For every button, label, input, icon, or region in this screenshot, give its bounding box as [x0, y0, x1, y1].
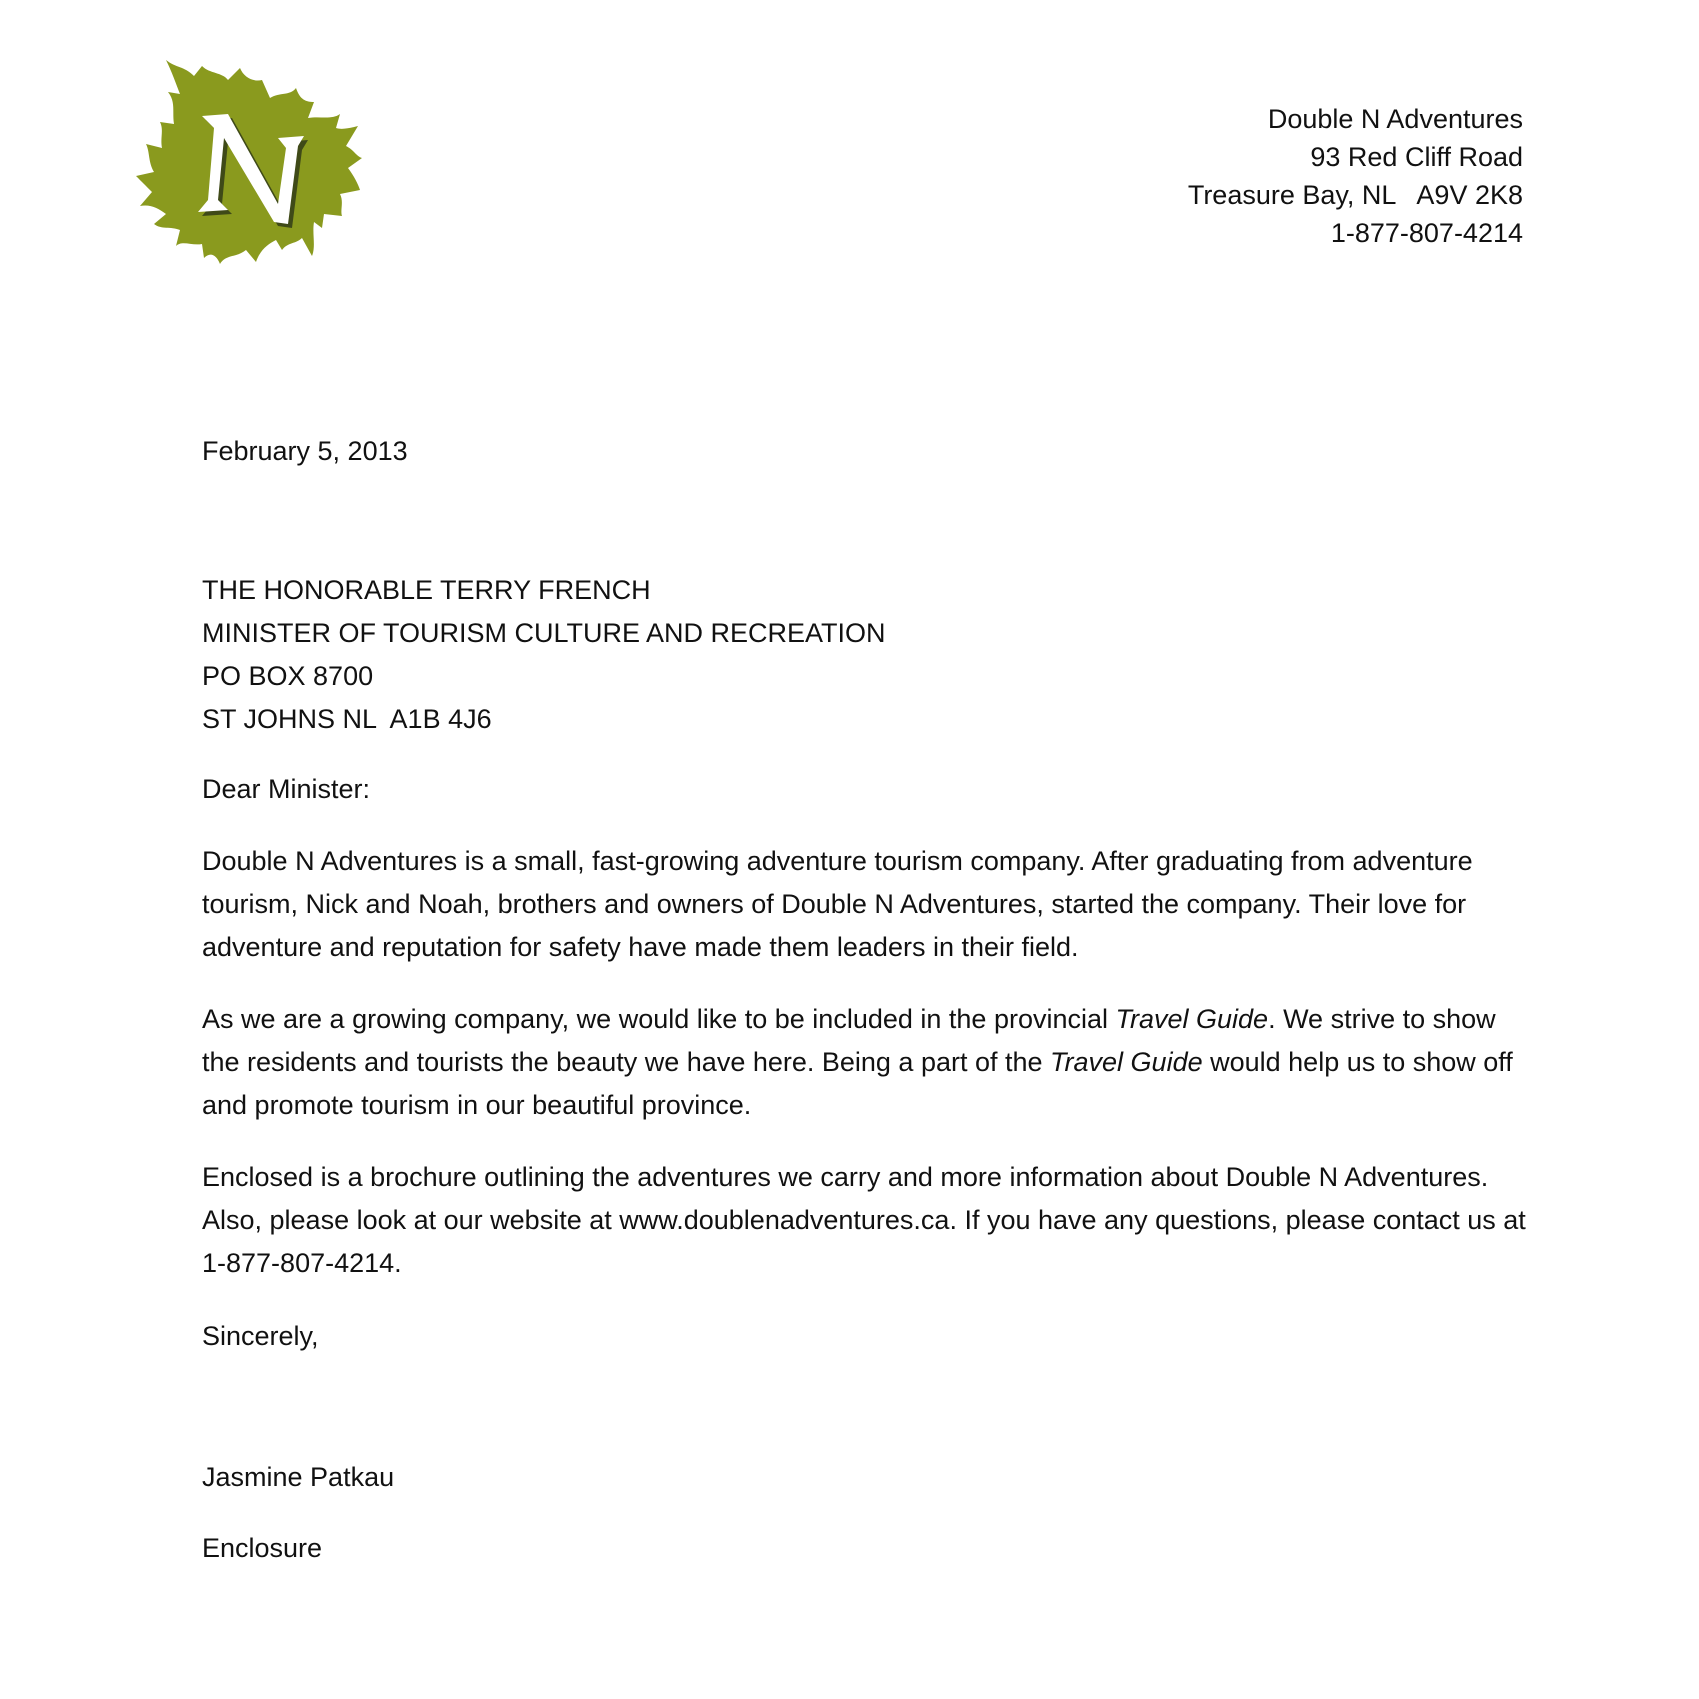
sender-city-line: Treasure Bay, NL A9V 2K8 [1187, 180, 1523, 210]
sender-street: 93 Red Cliff Road [1310, 142, 1523, 172]
paragraph-2-part-1: As we are a growing company, we would like to be included in the provincial [202, 1004, 1116, 1034]
sender-name: Double N Adventures [1267, 104, 1523, 134]
paragraph-1-text: Double N Adventures is a small, fast-growing adventure tourism company. After graduating from adventure tourism, Nick and Noah, brothers and owners of Double N Adventures, started the company. Their love for adventure and reputation for safety have made them leaders in their field. [202, 846, 1473, 962]
recipient-line-3: PO BOX 8700 [202, 661, 374, 691]
maple-leaf-logo-icon [136, 58, 362, 272]
travel-guide-title-2: Travel Guide [1050, 1047, 1203, 1077]
salutation: Dear Minister: [202, 774, 371, 804]
paragraph-3-text: Enclosed is a brochure outlining the adventures we carry and more information about Double N Adventures. Also, please look at our website at www.doublenadventures.ca. If you have any questions, please contact us at 1-877-807-4214. [202, 1162, 1526, 1278]
recipient-line-4: ST JOHNS NL A1B 4J6 [202, 704, 492, 734]
body-paragraph-2 [202, 998, 1527, 1127]
paragraph-2-part-3: would help us to show off and promote tourism in our beautiful province. [202, 1047, 1513, 1120]
recipient-address-block [202, 569, 1527, 741]
recipient-line-1: THE HONORABLE TERRY FRENCH [202, 575, 651, 605]
body-paragraph-3 [202, 1156, 1527, 1285]
signer-name: Jasmine Patkau [202, 1462, 395, 1492]
paragraph-2-part-2: . We strive to show the residents and tourists the beauty we have here. Being a part of the [202, 1004, 1496, 1077]
sender-phone: 1-877-807-4214 [1330, 218, 1523, 248]
enclosure-note: Enclosure [202, 1533, 323, 1563]
body-paragraph-1 [202, 840, 1527, 969]
letter-date: February 5, 2013 [202, 436, 408, 466]
recipient-line-2: MINISTER OF TOURISM CULTURE AND RECREATION [202, 618, 886, 648]
paragraph-2-text [202, 998, 1527, 1127]
closing: Sincerely, [202, 1321, 319, 1351]
sender-address-block [1188, 100, 1523, 252]
travel-guide-title-1: Travel Guide [1115, 1004, 1269, 1034]
